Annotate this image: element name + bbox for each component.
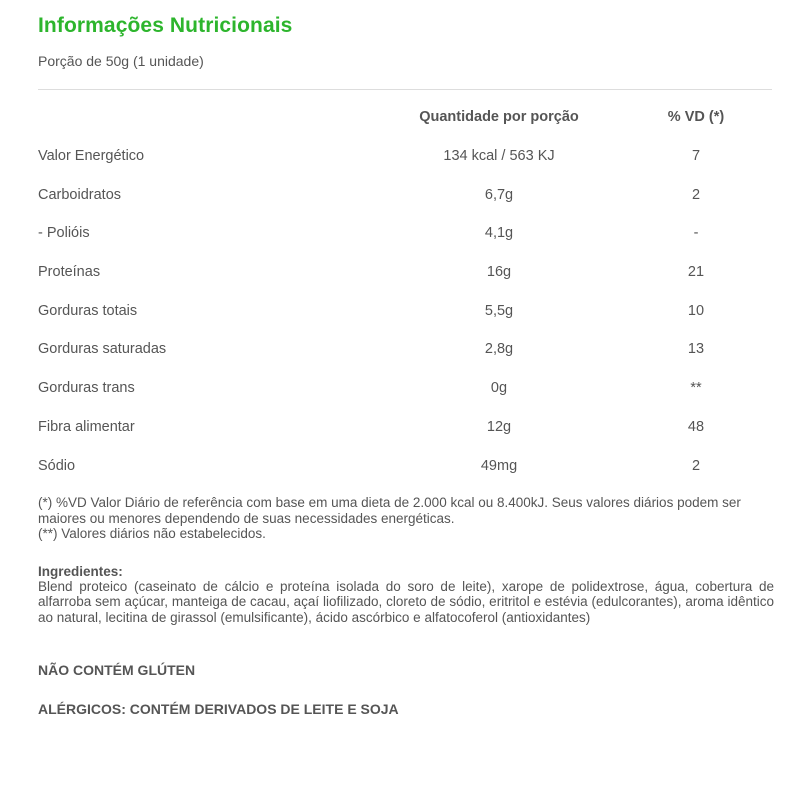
nutrient-name: Sódio [38,457,76,474]
table-row [38,330,762,369]
nutrient-daily-value: 2 [691,186,701,203]
divider [38,89,772,90]
table-row [38,446,762,485]
footnote-not-established: (**) Valores diários não estabelecidos. [38,526,266,541]
nutrient-quantity: 16g [486,264,512,281]
nutrient-quantity: 5,5g [484,302,514,319]
table-row [38,253,762,292]
gluten-notice: NÃO CONTÉM GLÚTEN [38,662,196,678]
table-row [38,408,762,447]
nutrient-daily-value: ** [690,380,702,397]
header-nutrient [38,98,368,137]
nutrient-name: Proteínas [38,264,101,281]
nutrient-name: Fibra alimentar [38,418,135,435]
nutrient-quantity: 49mg [480,457,518,474]
table-row [38,175,762,214]
header-daily-value: % VD (*) [667,109,725,126]
nutrient-quantity: 4,1g [484,225,514,242]
nutrient-daily-value: 10 [687,302,705,319]
nutrient-quantity: 134 kcal / 563 KJ [443,148,555,165]
footnote-daily-value: (*) %VD Valor Diário de referência com base em uma dieta de 2.000 kcal ou 8.400kJ. Seus valores diários podem ser maiores ou menores dependendo de suas necessidades energéticas. [38,495,741,526]
footnote [38,495,774,542]
table-row [38,369,762,408]
table-row [38,214,762,253]
header-quantity: Quantidade por porção [419,109,579,126]
nutrient-daily-value: 13 [687,341,705,358]
nutrient-name: Valor Energético [38,148,145,165]
nutrient-name: - Polióis [38,225,90,242]
table-row [38,291,762,330]
nutrient-daily-value: 7 [691,148,701,165]
nutrient-name: Gorduras saturadas [38,341,167,358]
nutrient-quantity: 2,8g [484,341,514,358]
nutrient-daily-value: 21 [687,264,705,281]
nutrient-daily-value: - [693,225,699,242]
nutrient-name: Gorduras totais [38,302,138,319]
table-row [38,137,762,176]
nutrient-daily-value: 48 [687,418,705,435]
ingredients-section [38,564,774,625]
allergen-notice: ALÉRGICOS: CONTÉM DERIVADOS DE LEITE E SOJA [38,701,399,717]
nutrient-daily-value: 2 [691,457,701,474]
ingredients-heading: Ingredientes: [38,564,123,579]
nutrient-name: Gorduras trans [38,380,135,397]
nutrition-table [38,98,762,485]
nutrient-quantity: 0g [490,380,508,397]
nutrient-name: Carboidratos [38,186,122,203]
ingredients-text: Blend proteico (caseinato de cálcio e proteína isolada do soro de leite), xarope de polidextrose, água, cobertura de alfarroba sem açúcar, manteiga de cacau, açaí liofilizado, cloreto de sódio, eritritol e estévia (edulcorantes), aroma idêntico ao natural, lecitina de girassol (emulsificante), ácido ascórbico e alfatocoferol (antioxidantes) [38,579,774,625]
nutrient-quantity: 6,7g [484,186,514,203]
portion-size: Porção de 50g (1 unidade) [38,53,204,69]
table-header-row [38,98,762,137]
page-title: Informações Nutricionais [38,14,293,37]
nutrient-quantity: 12g [486,418,512,435]
